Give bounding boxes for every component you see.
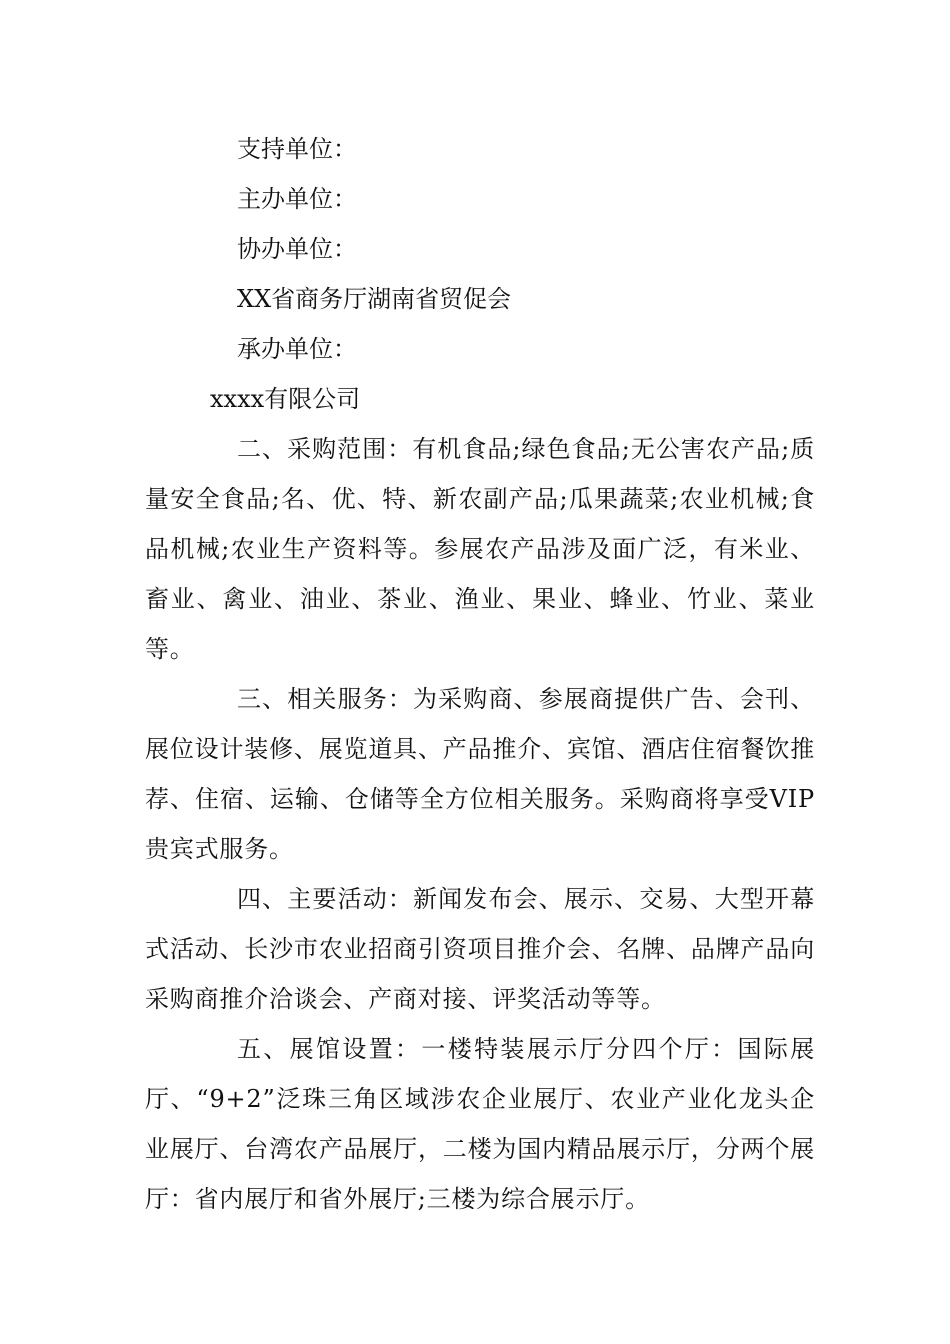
host-unit-label: 主办单位： [237,185,357,213]
co-organizer-label: 协办单位： [237,235,357,263]
section-main-activities: 四、主要活动：新闻发布会、展示、交易、大型开幕式活动、长沙市农业招商引资项目推介会、名牌、品牌产品向采购商推介洽谈会、产商对接、评奖活动等等。 [145,885,815,1013]
section-related-services: 三、相关服务：为采购商、参展商提供广告、会刊、展位设计装修、展览道具、产品推介、宾馆、酒店住宿餐饮推荐、住宿、运输、仓储等全方位相关服务。采购商将享受VIP贵宾式服务。 [145,685,815,863]
organizer-value: xxxx有限公司 [210,385,361,413]
section-hall-settings: 五、展馆设置：一楼特装展示厅分四个厅：国际展厅、“9+2”泛珠三角区域涉农企业展厅、农业产业化龙头企业展厅、台湾农产品展厅，二楼为国内精品展示厅，分两个展厅：省内展厅和省外展厅;三楼为综合展示厅。 [145,1035,815,1213]
support-unit-label: 支持单位： [237,135,357,163]
co-organizer-value: XX省商务厅湖南省贸促会 [237,285,512,313]
organizer-label: 承办单位： [237,335,357,363]
section-purchase-scope: 二、采购范围：有机食品;绿色食品;无公害农产品;质量安全食品;名、优、特、新农副产品;瓜果蔬菜;农业机械;食品机械;农业生产资料等。参展农产品涉及面广泛，有米业、畜业、禽业、油业、茶业、渔业、果业、蜂业、竹业、菜业等。 [145,435,815,663]
